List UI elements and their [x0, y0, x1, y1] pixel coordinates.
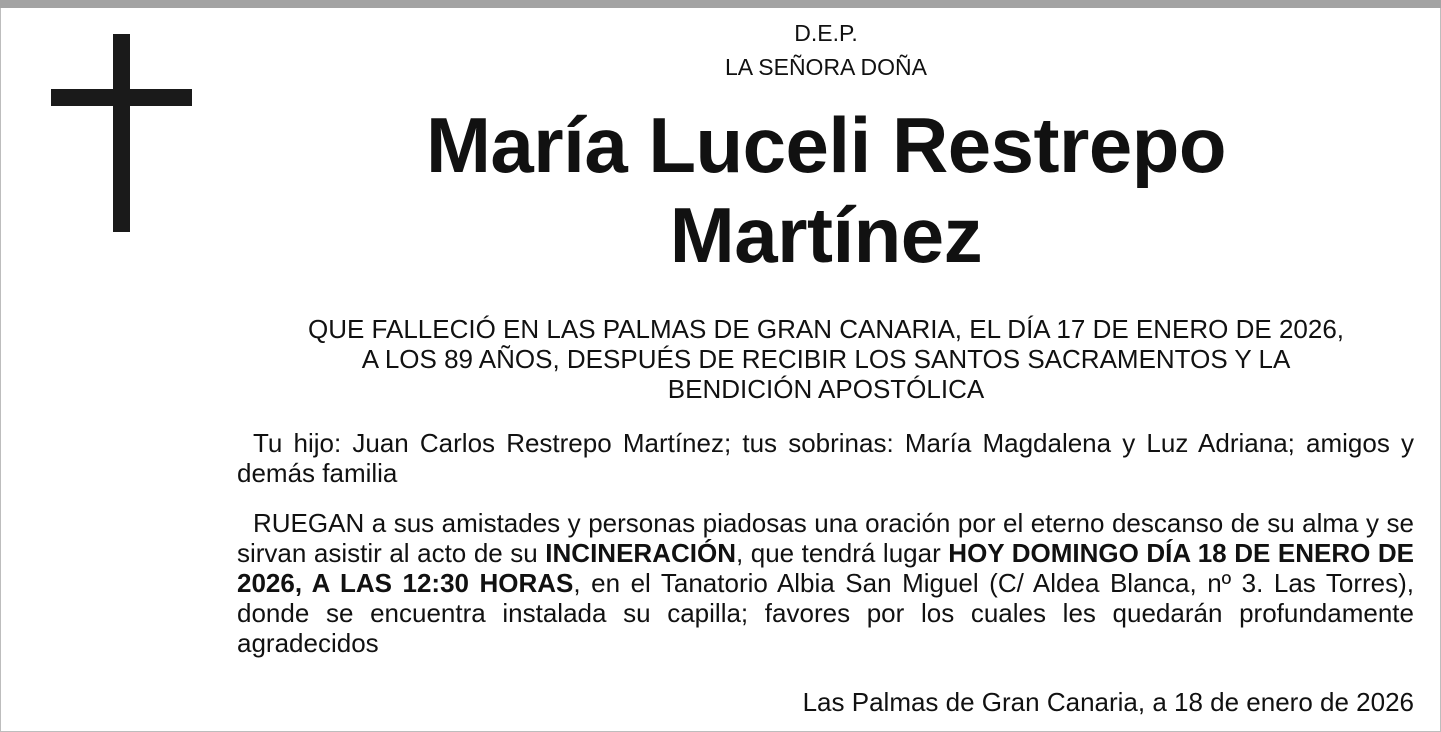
cross-horizontal-beam [51, 89, 192, 106]
deceased-name-line1: María Luceli Restrepo [425, 101, 1227, 189]
top-border-bar [0, 0, 1441, 8]
deceased-name [300, 100, 1352, 280]
left-border [0, 8, 1, 732]
request-text-part2: , que tendrá lugar [735, 538, 949, 568]
announcement-line2: A LOS 89 AÑOS, DESPUÉS DE RECIBIR LOS SANTOS SACRAMENTOS Y LA [361, 344, 1291, 374]
cross-vertical-beam [113, 34, 130, 232]
deceased-name-line2: Martínez [669, 191, 983, 279]
place-date-signature: Las Palmas de Gran Canaria, a 18 de enero de 2026 [802, 687, 1414, 717]
announcement-line3: BENDICIÓN APOSTÓLICA [667, 374, 985, 404]
request-paragraph [237, 508, 1414, 658]
dep-heading: D.E.P. [794, 20, 858, 46]
death-announcement [232, 314, 1420, 404]
announcement-line1: QUE FALLECIÓ EN LAS PALMAS DE GRAN CANARIA, EL DÍA 17 DE ENERO DE 2026, [307, 314, 1345, 344]
request-text-part3: , en el Tanatorio Albia San Miguel (C/ Aldea Blanca, nº 3. Las Torres), donde se encuentra instalada su capilla; favores por los cuales les quedarán profundamente agradecidos [237, 568, 1414, 658]
family-text: Tu hijo: Juan Carlos Restrepo Martínez; tus sobrinas: María Magdalena y Luz Adriana; amigos y demás familia [237, 428, 1414, 488]
ceremony-datetime: HOY DOMINGO DÍA 18 DE ENERO DE 2026, A LAS 12:30 HORAS [237, 538, 1414, 598]
latin-cross-icon [51, 34, 192, 232]
ceremony-type: INCINERACIÓN [545, 538, 736, 568]
honorific-heading: LA SEÑORA DOÑA [725, 54, 927, 80]
family-paragraph [237, 428, 1414, 488]
request-text-part1: RUEGAN a sus amistades y personas piadosas una oración por el eterno descanso de su alma y se sirvan asistir al acto de su [237, 508, 1414, 568]
